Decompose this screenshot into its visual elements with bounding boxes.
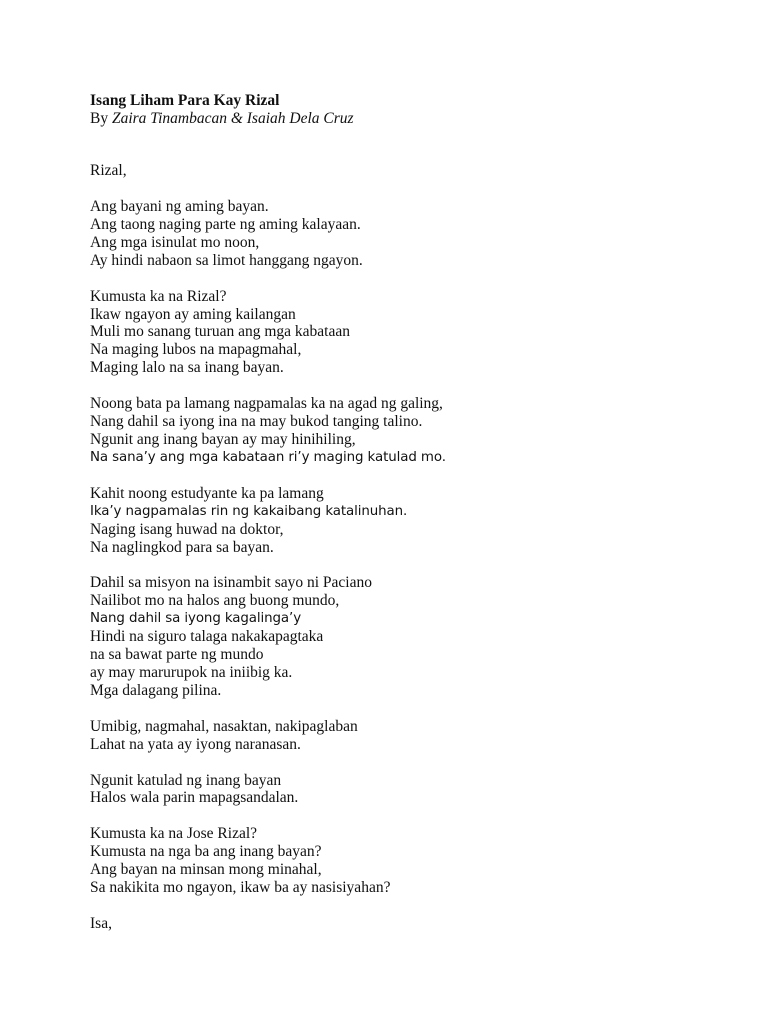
stanza-1 [90, 198, 730, 270]
poem-line: Nang dahil sa iyong kagalinga’y [90, 611, 302, 627]
poem-line: Lahat na yata ay iyong naranasan. [90, 735, 301, 753]
poem-line: Ikaw ngayon ay aming kailangan [90, 305, 296, 323]
poem-line: Dahil sa misyon na isinambit sayo ni Paciano [90, 574, 372, 592]
poem-line: Muli mo sanang turuan ang mga kabataan [90, 323, 350, 341]
poem-line: Kumusta ka na Rizal? [90, 287, 227, 305]
poem-line: Ang bayani ng aming bayan. [90, 198, 269, 215]
stanza-5 [90, 574, 730, 699]
salutation: Rizal, [90, 162, 127, 179]
poem-line: Ay hindi nabaon sa limot hanggang ngayon. [90, 251, 363, 269]
stanza-2 [90, 288, 730, 378]
poem-line: Kumusta ka na Jose Rizal? [90, 825, 258, 843]
poem-line: Ngunit katulad ng inang bayan [90, 771, 282, 789]
poem-line: Halos wala parin mapagsandalan. [90, 789, 299, 807]
poem-line: Mga dalagang pilina. [90, 681, 222, 699]
poem-line: Noong bata pa lamang nagpamalas ka na agad ng galing, [90, 395, 443, 413]
stanza-3 [90, 395, 730, 467]
document-title: Isang Liham Para Kay Rizal [90, 92, 280, 109]
stanza-7 [90, 772, 730, 808]
poem-line: Naging isang huwad na doktor, [90, 520, 284, 538]
poem-line: ay may marurupok na iniibig ka. [90, 663, 293, 681]
poem-line: Kahit noong estudyante ka pa lamang [90, 484, 324, 502]
byline-authors: Zaira Tinambacan & Isaiah Dela Cruz [111, 110, 354, 127]
poem-line: Maging lalo na sa inang bayan. [90, 359, 284, 377]
poem-line: Umibig, nagmahal, nasaktan, nakipaglaban [90, 717, 358, 735]
stanza-8 [90, 825, 730, 897]
poem-line: Na maging lubos na mapagmahal, [90, 341, 302, 359]
stanza-4 [90, 485, 730, 557]
poem-line: Na naglingkod para sa bayan. [90, 538, 274, 556]
closing: Isa, [90, 915, 112, 932]
document-page [90, 92, 730, 933]
poem-line: Ika’y nagpamalas rin ng kakaibang katalinuhan. [90, 503, 408, 519]
poem-line: Ang mga isinulat mo noon, [90, 233, 260, 251]
poem-line: na sa bawat parte ng mundo [90, 646, 264, 664]
poem-line: Ang bayan na minsan mong minahal, [90, 861, 322, 879]
poem-line: Kumusta na nga ba ang inang bayan? [90, 843, 322, 861]
stanza-6 [90, 718, 730, 754]
byline [90, 110, 730, 128]
poem-line: Nailibot mo na halos ang buong mundo, [90, 592, 340, 610]
poem-line: Hindi na siguro talaga nakakapagtaka [90, 628, 324, 646]
byline-prefix: By [90, 110, 112, 127]
poem-line: Na sana’y ang mga kabataan ri’y maging katulad mo. [90, 449, 446, 465]
poem-line: Sa nakikita mo ngayon, ikaw ba ay nasisiyahan? [90, 879, 391, 897]
poem-line: Nang dahil sa iyong ina na may bukod tanging talino. [90, 413, 423, 431]
poem-line: Ngunit ang inang bayan ay may hinihiling, [90, 430, 356, 448]
poem-line: Ang taong naging parte ng aming kalayaan. [90, 215, 361, 233]
